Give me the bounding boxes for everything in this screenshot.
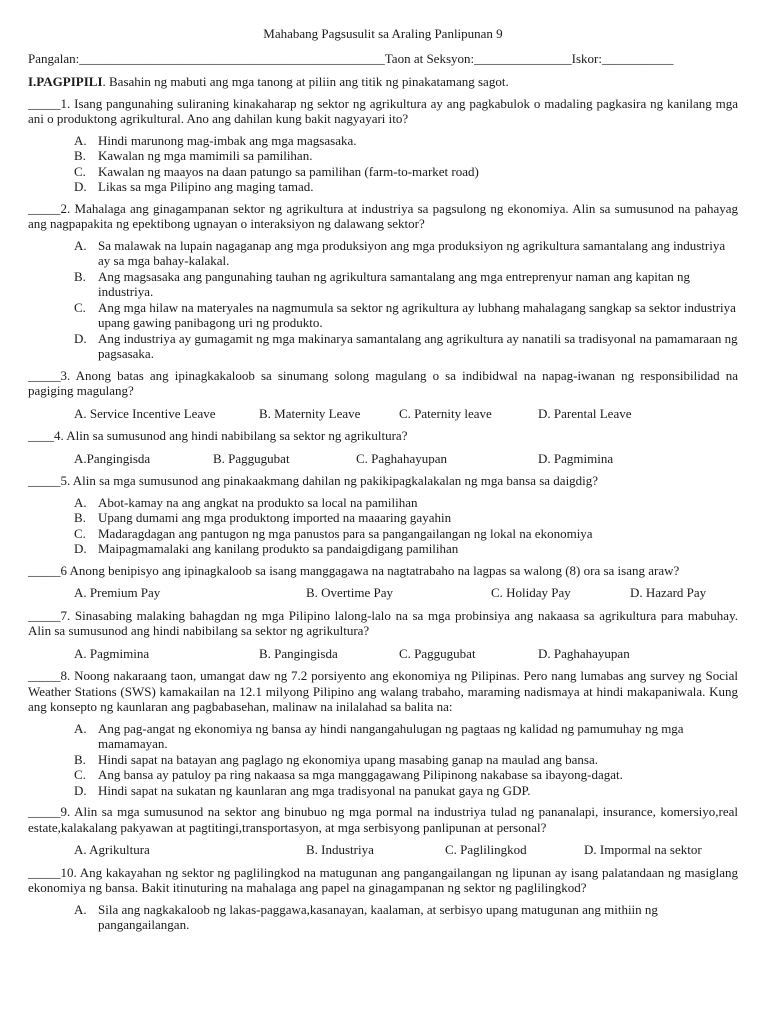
choice-text: Ang magsasaka ang pangunahing tauhan ng agrikultura samantalang ang mga entreprenyur naman ang kapitan ng industriya.: [98, 268, 691, 299]
choice-item: [28, 752, 738, 768]
exam-title: Mahabang Pagsusulit sa Araling Panlipunan 9: [263, 26, 503, 41]
choice-option: C. Paggugubat: [399, 645, 476, 661]
choice-item: [28, 783, 738, 799]
choice-letter: C.: [74, 525, 86, 541]
instructions-text: . Basahin ng mabuti ang mga tanong at piliin ang titik ng pinakatamang sagot.: [102, 74, 509, 89]
choice-option: A.Pangingisda: [74, 450, 151, 466]
choice-list: [28, 133, 738, 195]
choice-text: Sila ang nagkakaloob ng lakas-paggawa,kasanayan, kaalaman, at serbisyo upang matugunan ang mithiin ng pangangailangan.: [98, 901, 658, 932]
question-4: [28, 428, 738, 466]
choice-text: Sa malawak na lupain nagaganap ang mga produksiyon ang mga produksiyon ng agrikultura samantalang ang industriya ay sa mga bahay-kalakal.: [98, 237, 726, 268]
choice-letter: B.: [74, 510, 86, 525]
choice-letter: D.: [74, 541, 87, 556]
choice-option: D. Pagmimina: [538, 450, 614, 466]
choice-option: D. Hazard Pay: [630, 585, 707, 600]
choice-item: [28, 495, 738, 511]
choice-option: C. Holiday Pay: [491, 585, 571, 600]
choice-option: D. Parental Leave: [538, 405, 632, 421]
student-info-line: Pangalan:_______________________________________________Taon at Seksyon:_______________Iskor:___________: [28, 50, 674, 66]
choice-letter: A.: [74, 132, 87, 148]
question-6: [28, 563, 738, 601]
choice-option: D. Impormal na sektor: [584, 842, 702, 857]
choice-letter: D.: [74, 330, 87, 346]
choice-option: A. Agrikultura: [74, 842, 150, 857]
choice-text: Ang pag-angat ng ekonomiya ng bansa ay hindi nangangahulugan ng pagtaas ng kalidad ng pamumuhay ng mga mamamayan.: [98, 720, 684, 751]
choice-option: C. Paglilingkod: [445, 842, 527, 857]
choice-option: A. Premium Pay: [74, 585, 161, 600]
inline-choice-row: [28, 646, 738, 662]
question-text: _____10. Ang kakayahan ng sektor ng paglilingkod na matugunan ang pangangailangan ng lipunan ay isang palatandaan ng masiglang ekonomiya ng bansa. Bakit itinuturing na mahalaga ang papel na ginagampanan ng sektor ng paglilingkod?: [28, 864, 738, 895]
choice-item: [28, 164, 738, 180]
choice-text: Hindi sapat na sukatan ng kaunlaran ang mga tradisyonal na panukat gaya ng GDP.: [98, 782, 531, 798]
question-7: [28, 608, 738, 662]
choice-letter: C.: [74, 163, 86, 179]
choice-option: A. Service Incentive Leave: [74, 405, 216, 421]
question-text: _____7. Sinasabing malaking bahagdan ng mga Pilipino lalong-lalo na sa mga probinsiya ang nakaasa sa agrikultura para mabuhay. Alin sa sumusunod ang hindi nabibilang sa sektor ng agrikultura?: [28, 607, 738, 638]
choice-letter: D.: [74, 179, 87, 194]
choice-option: B. Paggugubat: [213, 450, 290, 466]
choice-item: [28, 148, 738, 164]
question-8: [28, 668, 738, 798]
choice-text: Abot-kamay na ang angkat na produkto sa local na pamilihan: [98, 494, 418, 510]
choice-item: [28, 331, 738, 362]
choice-text: Hindi marunong mag-imbak ang mga magsasaka.: [98, 132, 357, 148]
choice-text: Hindi sapat na batayan ang paglago ng ekonomiya upang masabing ganap na maulad ang bansa.: [98, 751, 598, 767]
choice-letter: A.: [74, 494, 87, 510]
choice-item: [28, 510, 738, 526]
choice-option: B. Pangingisda: [259, 645, 338, 661]
choice-letter: B.: [74, 148, 86, 163]
choice-letter: D.: [74, 782, 87, 798]
choice-list: [28, 238, 738, 362]
choice-item: [28, 238, 738, 269]
question-text: _____5. Alin sa mga sumusunod ang pinakaakmang dahilan ng pakikipagkalakalan ng mga bansa sa daigdig?: [28, 473, 599, 488]
choice-item: [28, 526, 738, 542]
choice-item: [28, 179, 738, 195]
question-3: [28, 368, 738, 422]
question-10: [28, 865, 738, 933]
choice-item: [28, 767, 738, 783]
choice-item: [28, 133, 738, 149]
choice-text: Kawalan ng mga mamimili sa pamilihan.: [98, 148, 313, 163]
inline-choice-row: [28, 842, 738, 858]
choice-letter: C.: [74, 767, 86, 782]
question-text: _____8. Noong nakaraang taon, umangat daw ng 7.2 porsiyento ang ekonomiya ng Pilipinas. Pero nang lumabas ang survey ng Social Weather Stations (SWS) kamakailan na 12.1 milyong Pilipino ang walang trabaho, maraming nadismaya at hindi makapaniwala. Kung ang konsepto ng kaunlaran ang pagbabasehan, malinaw na inilalahad sa balita na:: [28, 668, 738, 714]
choice-text: Ang mga hilaw na materyales na nagmumula sa sektor ng agrikultura ay lubhang mahalagang sangkap sa sektor industriya upang gawing panibagong uri ng produkto.: [98, 299, 736, 330]
choice-item: [28, 541, 738, 557]
choice-text: Madaragdagan ang pantugon ng mga panustos para sa pangangailangan ng lokal na ekonomiya: [98, 525, 593, 541]
choice-text: Ang industriya ay gumagamit ng mga makinarya samantalang ang agrikultura ay nanatili sa tradisyonal na pamamaraan ng pagsasaka.: [98, 330, 738, 361]
choice-option: B. Overtime Pay: [306, 585, 394, 600]
question-1: [28, 96, 738, 195]
choice-option: A. Pagmimina: [74, 645, 150, 661]
choice-letter: A.: [74, 901, 87, 917]
choice-list: [28, 902, 738, 933]
choice-text: Maipagmamalaki ang kanilang produkto sa pandaigdigang pamilihan: [98, 541, 459, 556]
choice-item: [28, 902, 738, 933]
choice-text: Upang dumami ang mga produktong imported na maaaring gayahin: [98, 510, 452, 525]
choice-letter: B.: [74, 268, 86, 284]
question-text: ____4. Alin sa sumusunod ang hindi nabibilang sa sektor ng agrikultura?: [28, 428, 408, 443]
choice-option: D. Paghahayupan: [538, 645, 630, 661]
choice-letter: A.: [74, 720, 87, 736]
question-5: [28, 473, 738, 557]
question-text: _____9. Alin sa mga sumusunod na sektor ang binubuo ng mga pormal na industriya tulad ng pananalapi, insurance, komersiyo,real estate,kalakalang pakyawan at pagtitingi,transportasyon, at mga serbisyong panlipunan at personal?: [28, 804, 738, 835]
question-text: _____3. Anong batas ang ipinagkakaloob sa sinumang solong magulang o sa indibidwal na napag-iwanan ng responsibilidad na pagiging magulang?: [28, 367, 738, 398]
choice-list: [28, 495, 738, 557]
question-text: _____6 Anong benipisyo ang ipinagkaloob sa isang manggagawa na nagtatrabaho na lagpas sa walong (8) ora sa isang araw?: [28, 562, 680, 578]
inline-choice-row: [28, 585, 738, 601]
choice-letter: A.: [74, 237, 87, 253]
inline-choice-row: [28, 451, 738, 467]
choice-text: Likas sa mga Pilipino ang maging tamad.: [98, 179, 314, 194]
part-label: I.PAGPIPILI: [28, 74, 103, 89]
instructions: [28, 74, 738, 90]
choice-item: [28, 269, 738, 300]
choice-item: [28, 721, 738, 752]
choice-letter: C.: [74, 299, 86, 315]
choice-option: B. Maternity Leave: [259, 405, 361, 421]
question-2: [28, 201, 738, 362]
choice-text: Ang bansa ay patuloy pa ring nakaasa sa mga manggagawang Pilipinong nakabase sa ibayong-dagat.: [98, 767, 623, 782]
choice-list: [28, 721, 738, 799]
choice-letter: B.: [74, 751, 86, 767]
choice-text: Kawalan ng maayos na daan patungo sa pamilihan (farm-to-market road): [98, 163, 479, 179]
choice-option: B. Industriya: [306, 842, 374, 857]
choice-item: [28, 300, 738, 331]
question-text: _____1. Isang pangunahing suliraning kinakaharap ng sektor ng agrikultura ay ang pagkabulok o madaling pagkasira ng kanilang mga ani o produktong agrikultural. Ano ang dahilan kung bakit nagyayari ito?: [28, 95, 738, 126]
question-9: [28, 804, 738, 858]
choice-option: C. Paghahayupan: [356, 450, 447, 466]
choice-option: C. Paternity leave: [399, 405, 492, 421]
inline-choice-row: [28, 406, 738, 422]
question-text: _____2. Mahalaga ang ginagampanan sektor ng agrikultura at industriya sa pagsulong ng ekonomiya. Alin sa sumusunod na pahayag ang nagpapakita ng epektibong ugnayan o interaksiyon ng dalawang sektor?: [28, 200, 738, 231]
